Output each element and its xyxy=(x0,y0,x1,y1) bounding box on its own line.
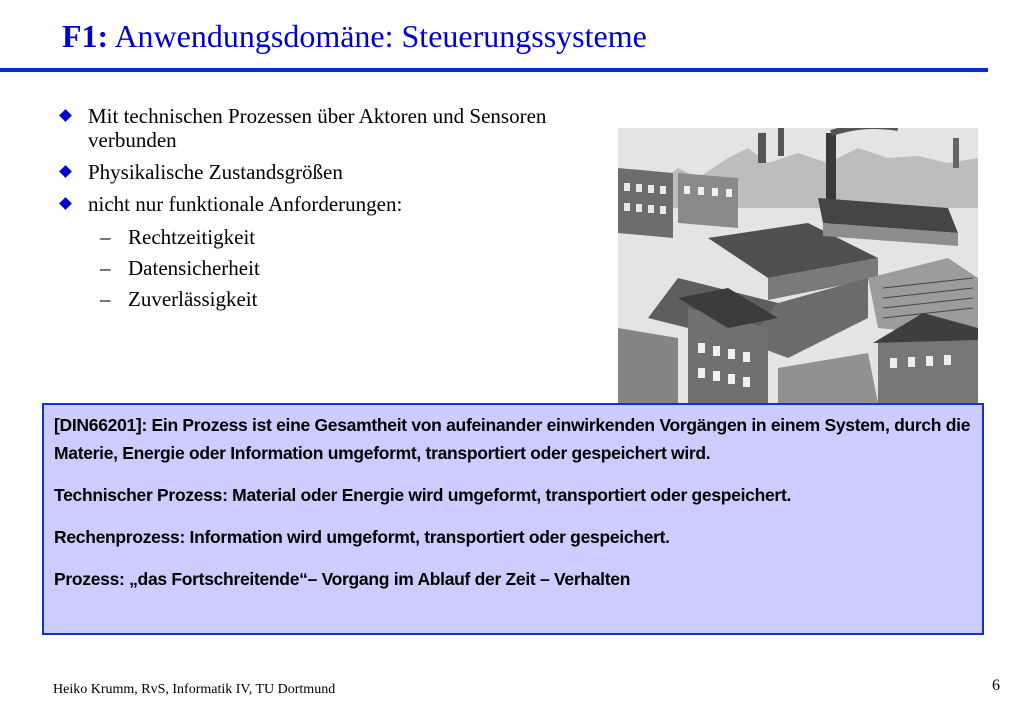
definition-din66201: [DIN66201]: Ein Prozess ist eine Gesamtheit von aufeinander einwirkenden Vorgängen in einem System, durch die Materie, Energie oder Information umgeformt, transportiert oder gespeichert wird. xyxy=(54,415,971,463)
sub-bullet-text: Rechtzeitigkeit xyxy=(128,225,256,249)
dash-bullet-icon: – xyxy=(100,287,111,311)
sub-bullet-item xyxy=(100,256,260,280)
title-divider xyxy=(0,68,988,72)
definition-process: Prozess: „das Fortschreitende“– Vorgang im Ablauf der Zeit – Verhalten xyxy=(54,569,631,589)
dash-bullet-icon: – xyxy=(100,225,111,249)
page-number: 6 xyxy=(992,677,1000,694)
slide-title-prefix: F1: xyxy=(62,18,109,54)
sub-bullet-item xyxy=(100,225,260,249)
slide-title-text: Anwendungsdomäne: Steuerungssysteme xyxy=(108,18,647,54)
definition-box xyxy=(42,403,984,635)
sub-bullet-item xyxy=(100,287,260,311)
bullet-item xyxy=(58,192,578,216)
definition-technical-process: Technischer Prozess: Material oder Energie wird umgeformt, transportiert oder gespeichert. xyxy=(54,485,792,505)
diamond-bullet-icon xyxy=(59,109,72,122)
slide-title xyxy=(62,18,647,55)
diamond-bullet-icon xyxy=(59,197,72,210)
sub-bullet-list xyxy=(100,225,260,318)
sub-bullet-text: Datensicherheit xyxy=(128,256,260,280)
sub-bullet-text: Zuverlässigkeit xyxy=(128,287,258,311)
bullet-item xyxy=(58,104,578,152)
bullet-item xyxy=(58,160,578,184)
bullet-text: Mit technischen Prozessen über Aktoren und Sensoren verbunden xyxy=(88,104,547,152)
bullet-list xyxy=(58,104,578,224)
definition-computing-process: Rechenprozess: Information wird umgeformt, transportiert oder gespeichert. xyxy=(54,527,670,547)
footer-author: Heiko Krumm, RvS, Informatik IV, TU Dortmund xyxy=(53,682,336,697)
bullet-text: Physikalische Zustandsgrößen xyxy=(88,160,343,184)
bullet-text: nicht nur funktionale Anforderungen: xyxy=(88,192,403,216)
factory-engraving-image xyxy=(618,128,978,403)
dash-bullet-icon: – xyxy=(100,256,111,280)
diamond-bullet-icon xyxy=(59,165,72,178)
